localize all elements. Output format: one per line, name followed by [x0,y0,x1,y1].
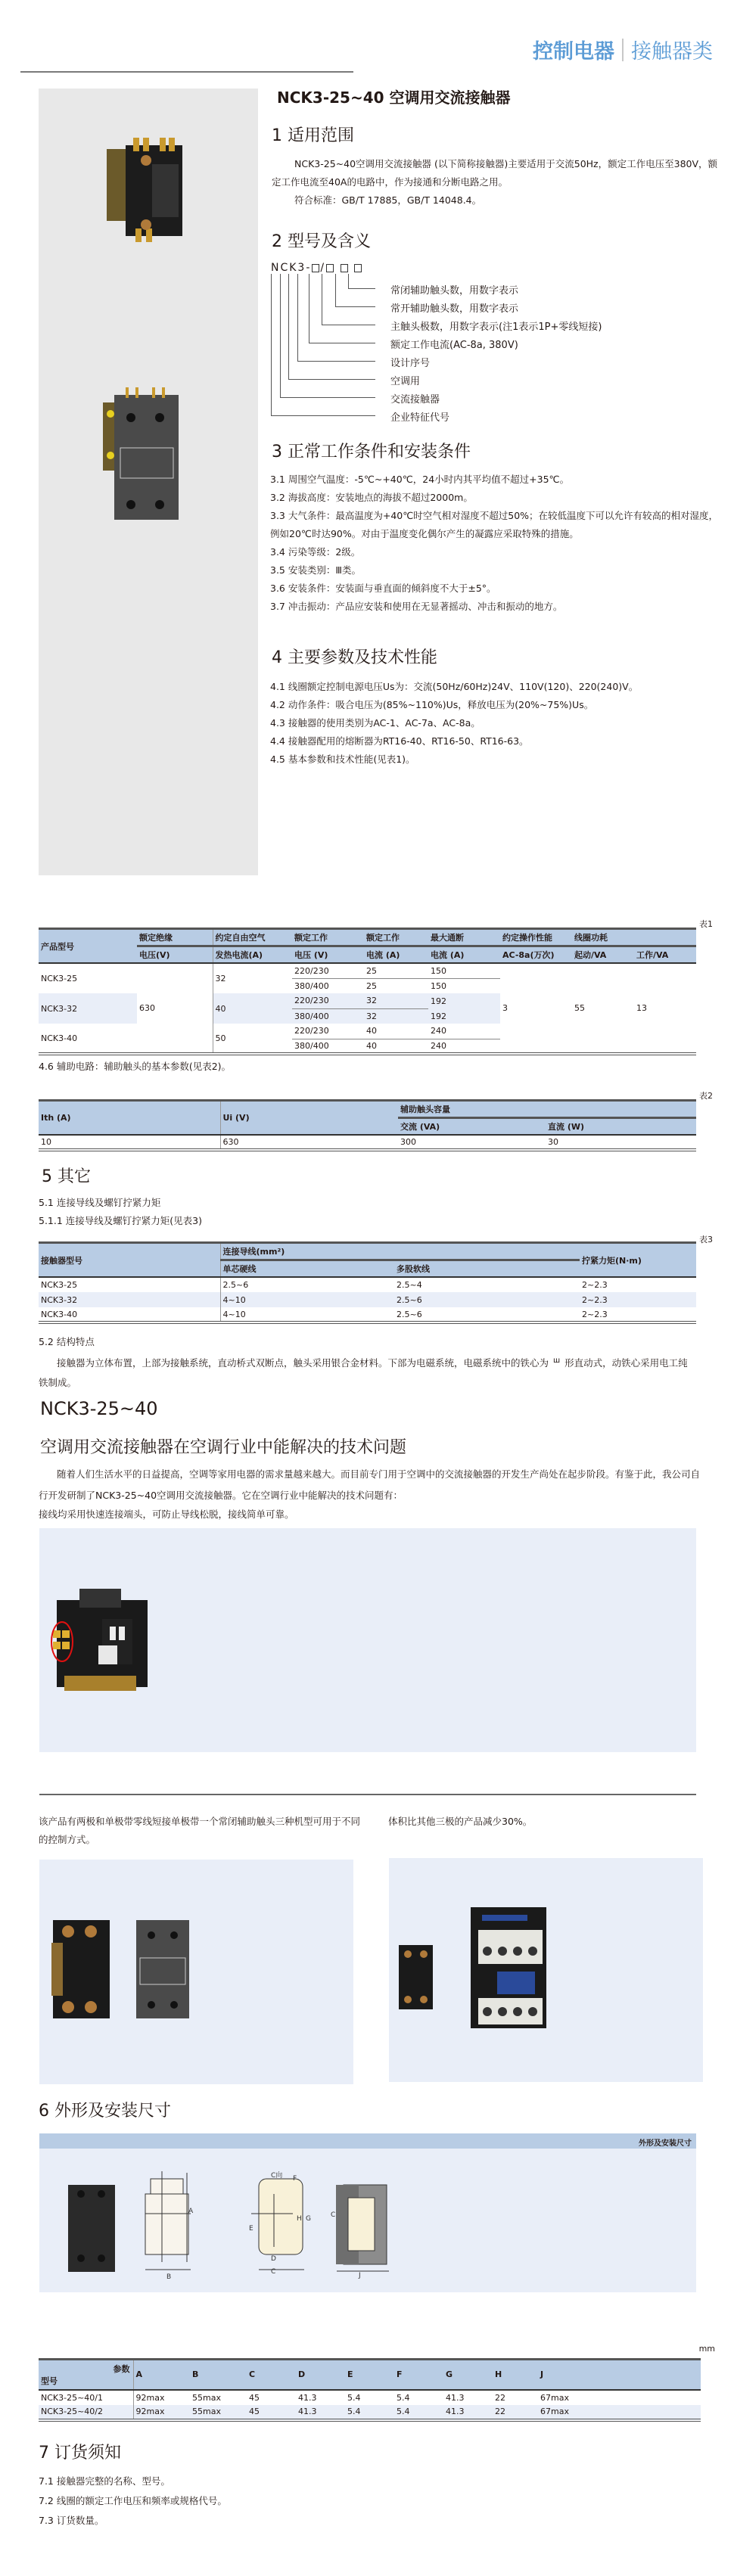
svg-text:E: E [249,2225,253,2233]
dim-col-d: D [298,2369,306,2380]
dim-col-a: A [135,2369,143,2380]
t1-work: 13 [636,1003,647,1013]
feature-point-2: 该产品有两极和单极带零线短接单极带一个常闭辅助触头三种机型可用于不同的控制方式。 [39,1816,361,1845]
t2-header-ith: Ith (A) [41,1113,71,1123]
t1-model: NCK3-32 [39,993,137,1024]
t2-ac: 300 [400,1137,416,1147]
condition-item: 3.3 大气条件：最高温度为+40℃时空气相对湿度不超过50%；在较低温度下可以允许有较高的相对湿度，例如20℃时达90%。对由于温度变化偶尔产生的凝露应采取特殊的措施。 [270,510,719,539]
dim-value: 5.4 [397,2392,410,2403]
t1-ui: 630 [139,1003,155,1013]
dim-value: 5.4 [347,2407,361,2416]
table1-label: 表1 [699,919,713,929]
t1-header-ith: 约定自由空气 [213,929,292,946]
t3-header-strand: 多股软线 [397,1264,430,1274]
t1-header-start: 起动/VA [574,950,607,960]
param-item: 4.2 动作条件：吸合电压为(85%~110%)Us，释放电压为(20%~75%)Us。 [270,699,594,710]
order-item: 7.1 接触器完整的名称、型号。 [39,2475,170,2487]
t1-ue: 220/230 [292,963,364,978]
dim-value: 41.3 [298,2407,317,2416]
t1-ue: 380/400 [294,980,329,991]
svg-text:B: B [166,2273,172,2281]
t3-solid: 4~10 [220,1292,394,1307]
section6-heading: 6 外形及安装尺寸 [39,2102,171,2121]
dim-value: 92max [135,2407,165,2416]
dim-value: 55max [192,2392,221,2403]
contactor-photo-1 [99,134,190,247]
t1-header-ie: 额定工作 [366,933,400,943]
feature-point-1: 接线均采用快速连接端头，可防止导线松脱，接线简单可靠。 [39,1509,294,1520]
condition-item: 3.5 安装类别：Ⅲ类。 [270,564,361,576]
legend-item: 企业特征代号 [390,412,450,424]
t1-model: NCK3-40 [41,1033,78,1043]
contactor-photo-variants [45,1913,197,2034]
t1-imax: 150 [431,980,446,991]
table-row [39,1135,696,1150]
dim-model: NCK3-25~40/2 [39,2405,133,2420]
svg-text:C: C [271,2268,276,2276]
svg-text:A: A [188,2208,194,2215]
code-box [354,264,362,272]
table-row [39,1307,696,1322]
item-4-6: 4.6 辅助电路：辅助触头的基本参数(见表2)。 [39,1061,232,1072]
dim-col-h: H [495,2369,502,2380]
dim-col-e: E [347,2369,353,2380]
svg-text:J: J [359,2272,361,2279]
t3-header-wire: 连接导线(mm²) [220,1243,580,1260]
t1-ie: 25 [366,980,377,991]
svg-text:G: G [306,2215,311,2223]
dim-value: 5.4 [347,2392,361,2403]
t3-model: NCK3-40 [41,1309,78,1319]
t1-header-imax: 最大通断 [431,933,464,943]
dim-value: 5.4 [397,2407,410,2416]
section5-1-1: 5.1.1 连接导线及螺钉拧紧力矩(见表3) [39,1215,202,1226]
table2 [39,1099,696,1151]
t1-imax: 240 [428,1024,500,1039]
t1-ue: 380/400 [294,1040,329,1051]
dimension-panel-title: 外形及安装尺寸 [39,2133,696,2149]
condition-item: 3.4 污染等级：2级。 [270,546,361,558]
condition-item: 3.7 冲击振动：产品应安装和使用在无显著摇动、冲击和振动的地方。 [270,601,563,612]
t1-header-ith-2: 发热电流(A) [213,946,292,964]
contactor-photo-2 [99,387,190,524]
dim-corner-cell [39,2360,133,2390]
t1-ie: 25 [364,963,428,978]
svg-text:F: F [293,2175,297,2183]
t1-ue: 220/230 [292,1024,364,1039]
contactor-photo-terminals [45,1585,166,1698]
t1-header-ue-2: 电压 (V) [294,950,328,960]
t3-strand: 2.5~4 [397,1280,422,1290]
t2-header-ac: 交流 (VA) [400,1122,440,1132]
dimension-drawing-panel [39,2133,696,2292]
section4-heading: 4 主要参数及技术性能 [272,648,437,667]
dim-value: 41.3 [446,2392,465,2403]
t1-ith: 32 [213,963,292,993]
dim-value: 22 [495,2392,505,2403]
category-separator [622,39,624,61]
legend-item: 主触头极数，用数字表示(注1表示1P+零线短接) [390,322,602,333]
table2-label: 表2 [699,1091,713,1101]
section3-heading: 3 正常工作条件和安装条件 [272,443,471,461]
t1-ue: 220/230 [292,993,364,1008]
section3-list [270,471,726,616]
condition-item: 3.1 周围空气温度：-5℃~+40℃，24小时内其平均值不超过+35℃。 [270,474,570,485]
code-box [326,264,334,272]
section1-paragraph: NCK3-25~40空调用交流接触器 (以下简称接触器)主要适用于交流50Hz，额定工作电压至380V，额定工作电流至40A的电路中，作为接通和分断电路之用。 [272,158,718,188]
t3-strand: 2.5~6 [397,1309,422,1319]
feature-point-3: 体积比其他三极的产品减少30%。 [388,1816,533,1827]
model-code: NCK3- / [271,262,362,274]
table3-label: 表3 [699,1235,713,1244]
section5-2: 5.2 结构特点 [39,1336,95,1347]
t3-torque: 2~2.3 [582,1280,608,1290]
t2-header-dc: 直流 (W) [548,1122,585,1132]
t1-ie: 40 [366,1040,377,1051]
leader-line [271,274,375,416]
section4-list [270,678,726,769]
dim-model: NCK3-25~40/1 [39,2390,133,2405]
section7-list [39,2472,227,2531]
t1-header-ue: 额定工作 [294,933,328,943]
dim-col-g: G [446,2369,453,2380]
t1-ie: 40 [364,1024,428,1039]
t3-header-model: 接触器型号 [41,1255,82,1266]
t3-model: NCK3-32 [41,1294,78,1305]
t2-ith: 10 [41,1137,51,1147]
table-row [39,2405,701,2420]
legend-item: 额定工作电流(AC-8a, 380V) [390,340,518,351]
dim-corner-param: 参数 [113,2364,130,2374]
t2-dc: 30 [548,1137,558,1147]
t1-imax: 240 [431,1040,446,1051]
table-row [39,1292,696,1307]
t1-imax: 192 [428,1008,500,1024]
svg-text:C: C [331,2211,336,2219]
t1-ith: 40 [213,993,292,1024]
feature-image-panel-3 [389,1858,703,2082]
order-item: 7.3 订货数量。 [39,2515,104,2526]
param-item: 4.4 接触器配用的熔断器为RT16-40、RT16-50、RT16-63。 [270,735,529,747]
dim-value: 67max [540,2407,569,2416]
t1-imax: 150 [428,963,500,978]
t1-header-ui-2: 电压(V) [139,950,170,960]
product-title: NCK3-25~40 空调用交流接触器 [277,89,511,107]
s52-text-b: 形直动式，动铁心采用电工纯铁制成。 [39,1357,688,1389]
t1-ops: 3 [502,1003,508,1013]
section7-heading: 7 订货须知 [39,2444,121,2463]
feature-paragraph: 随着人们生活水平的日益提高，空调等家用电器的需求量越来越大。而目前专门用于空调中的交流接触器的开发生产尚处在起步阶段。有鉴于此，我公司自行开发研制了NCK3-25~40空调用交流接触器。它在空调行业中能解决的技术问题有： [39,1468,701,1501]
t1-header-coil: 线圈功耗 [572,929,696,946]
t1-ue: 380/400 [292,1008,364,1024]
legend-item: 空调用 [390,376,421,387]
product-photo-panel [39,89,258,875]
t1-header-ie-2: 电流 (A) [366,950,400,960]
condition-item: 3.2 海拔高度：安装地点的海拔不超过2000m。 [270,492,473,503]
dim-value: 22 [495,2407,505,2416]
dim-col-j: J [540,2369,544,2380]
dim-col-f: F [397,2369,403,2380]
dim-col-c: C [249,2369,256,2380]
dimension-table [39,2358,701,2422]
t1-ith: 50 [213,1024,292,1054]
table-row [39,2390,701,2405]
feature-image-panel-1 [39,1528,696,1752]
t2-header-capacity: 辅助触头容量 [398,1101,696,1118]
section2-heading: 2 型号及含义 [272,232,371,251]
dim-value: 45 [249,2407,260,2416]
t3-header-solid: 单芯硬线 [220,1260,394,1278]
t3-strand: 2.5~6 [397,1294,422,1305]
t3-torque: 2~2.3 [582,1294,608,1305]
t1-header-imax-2: 电流 (A) [431,950,465,960]
section5-2-paragraph [39,1351,696,1393]
t2-ui: 630 [220,1135,398,1150]
t3-solid: 2.5~6 [220,1277,394,1292]
dim-value: 45 [249,2392,260,2403]
model-code-prefix: NCK3- [271,262,312,274]
feature-image-panel-2 [39,1860,353,2084]
section5-1: 5.1 连接导线及螺钉拧紧力矩 [39,1197,161,1208]
category-main: 控制电器 [533,40,614,64]
legend-item: 设计序号 [390,358,431,369]
dim-corner-model: 型号 [41,2376,58,2386]
section-divider [39,1794,696,1795]
dim-value: 67max [540,2392,569,2403]
t2-header-ui: Ui (V) [220,1101,398,1136]
s52-text-a: 接触器为立体布置，上部为接触系统，直动桥式双断点，触头采用银合金材料。下部为电磁系统，电磁系统中的铁心为 [57,1357,549,1369]
svg-text:D: D [271,2255,276,2263]
legend-item: 常闭辅助触头数，用数字表示 [390,285,519,297]
e-core-glyph: ш [553,1356,561,1365]
section1-standards: 符合标准：GB/T 17885，GB/T 14048.4。 [294,194,482,206]
param-item: 4.3 接触器的使用类别为AC-1、AC-7a、AC-8a。 [270,717,481,729]
t1-header-model: 产品型号 [41,941,74,952]
table1 [39,928,696,1055]
order-item: 7.2 线圈的额定工作电压和频率或规格代号。 [39,2495,227,2506]
legend-item: 常开辅助触头数，用数字表示 [390,303,519,315]
table3 [39,1241,696,1324]
t1-start: 55 [574,1003,585,1013]
header-rule [20,71,353,73]
dim-col-b: B [192,2369,199,2380]
legend-item: 交流接触器 [390,394,440,406]
t1-ie: 32 [364,993,428,1008]
svg-text:C向: C向 [271,2172,283,2180]
feature-model: NCK3-25~40 [40,1398,158,1419]
table-row [39,963,696,978]
param-item: 4.1 线圈额定控制电源电压Us为：交流(50Hz/60Hz)24V、110V(120)、220(240)V。 [270,681,639,692]
table-row [39,1277,696,1292]
category-sub: 接触器类 [631,40,713,64]
dim-value: 92max [135,2392,165,2403]
t1-header-work: 工作/VA [636,950,669,960]
dim-value: 41.3 [298,2392,317,2403]
feature-title: 空调用交流接触器在空调行业中能解决的技术问题 [40,1438,407,1457]
dim-value: 55max [192,2407,221,2416]
t3-header-torque: 拧紧力矩(N·m) [582,1255,642,1266]
dimension-drawings [47,2164,698,2289]
t3-solid: 4~10 [220,1307,394,1322]
category-header [533,35,713,64]
svg-text:H: H [297,2215,302,2223]
t1-model: NCK3-25 [41,974,78,983]
t1-imax: 192 [428,993,500,1008]
t1-header-ops-2: AC-8a(万次) [502,950,555,960]
t1-header-ops: 约定操作性能 [502,933,552,943]
t1-header-ui: 额定绝缘 [139,933,173,943]
code-box [312,264,319,272]
t3-torque: 2~2.3 [582,1309,608,1319]
dimension-unit: mm [698,2344,715,2354]
param-item: 4.5 基本参数和技术性能(见表1)。 [270,754,415,765]
t1-ie: 32 [364,1008,428,1024]
dim-value: 41.3 [446,2407,465,2416]
section1-heading: 1 适用范围 [272,126,354,145]
condition-item: 3.6 安装条件：安装面与垂直面的倾斜度不大于±5°。 [270,583,496,594]
contactor-size-comparison [395,1900,561,2036]
t3-model: NCK3-25 [41,1280,78,1290]
section5-heading: 5 其它 [42,1167,91,1186]
code-box [341,264,348,272]
